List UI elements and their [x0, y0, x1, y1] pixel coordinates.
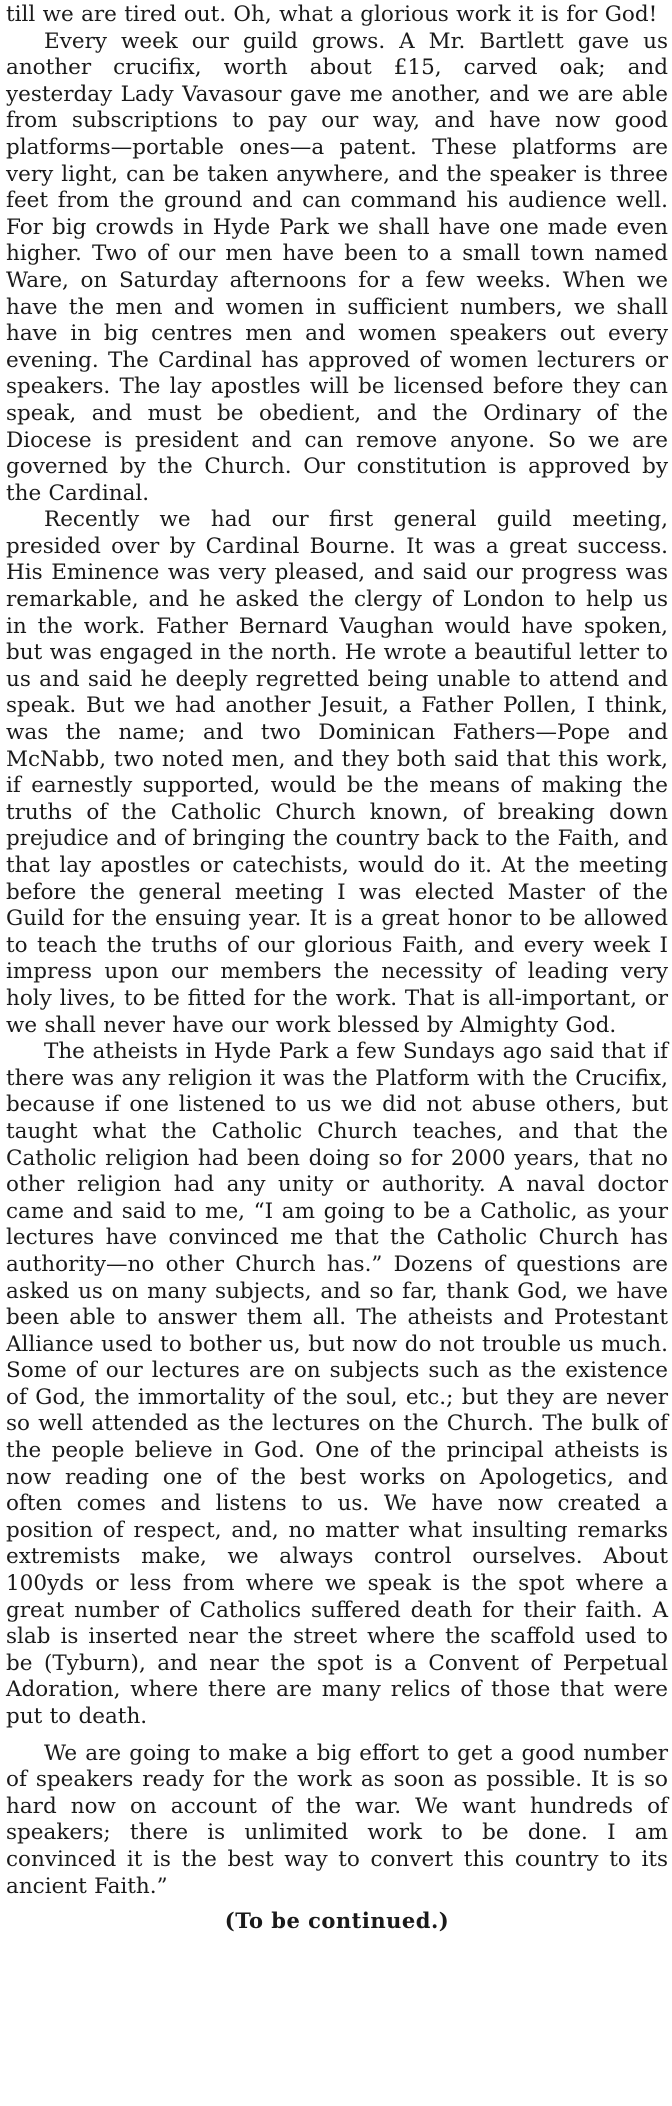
paragraph-guild-growth: Every week our guild grows. A Mr. Bartlett gave us another crucifix, worth about £15, carved oak; and yesterday Lady Vavasour gave me another, and we are able from subscriptions to pay our way, and have now good platforms—portable ones—a patent. These platforms are very light, can be taken anywhere, and the speaker is three feet from the ground and can command his audience well. For big crowds in Hyde Park we shall have one made even higher. Two of our men have been to a small town named Ware, on Saturday afternoons for a few weeks. When we have the men and women in sufficient numbers, we shall have in big centres men and women speakers out every evening. The Cardinal has approved of women lecturers or speakers. The lay apostles will be licensed before they can speak, and must be obedient, and the Ordinary of the Diocese is president and can remove anyone. So we are governed by the Church. Our constitution is approved by the Cardinal.	[6, 28, 668, 506]
paragraph-speakers: We are going to make a big effort to get a good number of speakers ready for the work as soon as possible. It is so hard now on account of the war. We want hundreds of speakers; there is unlimited work to be done. I am convinced it is the best way to convert this country to its ancient Faith.”	[6, 1740, 668, 1899]
to-be-continued-note: (To be continued.)	[224, 1908, 450, 1934]
paragraph-general-meeting: Recently we had our first general guild meeting, presided over by Cardinal Bourne. It was a great success. His Eminence was very pleased, and said our progress was remarkable, and he asked the clergy of London to help us in the work. Father Bernard Vaughan would have spoken, but was engaged in the north. He wrote a beautiful letter to us and said he deeply regretted being unable to attend and speak. But we had another Jesuit, a Father Pollen, I think, was the name; and two Dominican Fathers—Pope and McNabb, two noted men, and they both said that this work, if earnestly supported, would be the means of making the truths of the Catholic Church known, of breaking down prejudice and of bringing the country back to the Faith, and that lay apostles or catechists, would do it. At the meeting before the general meeting I was elected Master of the Guild for the ensuing year. It is a great honor to be allowed to teach the truths of our glorious Faith, and every week I impress upon our members the necessity of leading very holy lives, to be fitted for the work. That is all-important, or we shall never have our work blessed by Almighty God.	[6, 507, 668, 1038]
article-column	[6, 2, 668, 1933]
paragraph-opening: till we are tired out. Oh, what a glorious work it is for God!	[6, 2, 658, 27]
paragraph-hyde-park: The atheists in Hyde Park a few Sundays ago said that if there was any religion it was the Platform with the Crucifix, because if one listened to us we did not abuse others, but taught what the Catholic Church teaches, and that the Catholic religion had been doing so for 2000 years, that no other religion had any unity or authority. A naval doctor came and said to me, “I am going to be a Catholic, as your lectures have convinced me that the Catholic Church has authority—no other Church has.” Dozens of questions are asked us on many subjects, and so far, thank God, we have been able to answer them all. The atheists and Protestant Alliance used to bother us, but now do not trouble us much. Some of our lectures are on subjects such as the existence of God, the immortality of the soul, etc.; but they are never so well attended as the lectures on the Church. The bulk of the people believe in God. One of the principal atheists is now reading one of the best works on Apologetics, and often comes and listens to us. We have now created a position of respect, and, no matter what insulting remarks extremists make, we always control ourselves. About 100yds or less from where we speak is the spot where a great number of Catholics suffered death for their faith. A slab is inserted near the street where the scaffold used to be (Tyburn), and near the spot is a Convent of Perpetual Adoration, where there are many relics of those that were put to death.	[6, 1039, 668, 1729]
